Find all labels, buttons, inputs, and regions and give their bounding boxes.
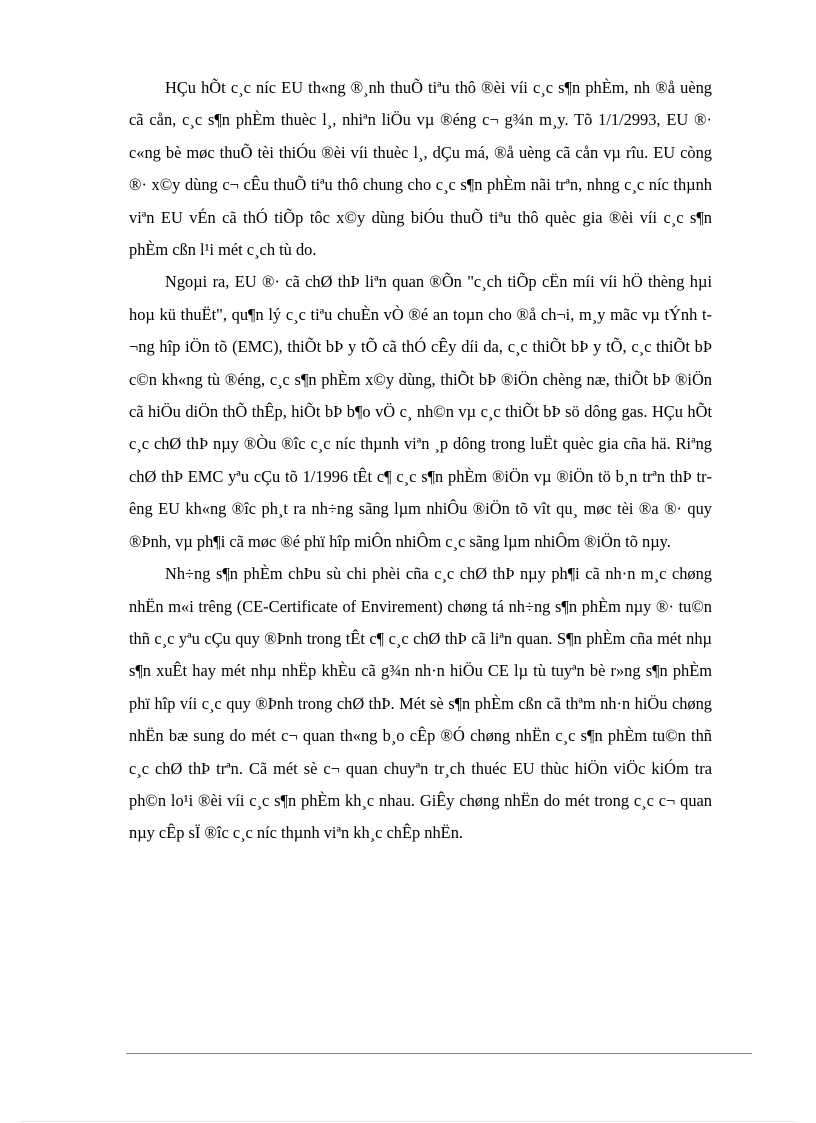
paragraph-2: Ngoµi ra, EU ®· cã chØ thÞ liªn quan ®Õn "c¸ch tiÕp cËn míi víi hÖ thèng hµi hoµ kü thuËt", qu¶n lý c¸c tiªu chuÈn vÒ ®é an toµn cho ®å ch¬i, m¸y mãc vµ tÝnh t¬ng hîp iÖn tõ (EMC), thiÕt bÞ y tÕ cã thÓ cÊy díi da, c¸c thiÕt bÞ y tÕ, c¸c thiÕt bÞ c©n kh«ng tù ®éng, c¸c s¶n phÈm x©y dùng, thiÕt bÞ ®iÖn chèng næ, thiÕt bÞ ®iÖn cã hiÖu diÖn thÕ thÊp, hiÕt bÞ b¶o vÖ c¸ nh©n vµ c¸c thiÕt bÞ sö dông gas. HÇu hÕt c¸c chØ thÞ nµy ®Òu ®îc c¸c níc thµnh viªn ¸p dông trong luËt quèc gia cña hä. Riªng chØ thÞ EMC yªu cÇu tõ 1/1996 tÊt c¶ c¸c s¶n phÈm ®iÖn vµ ®iÖn tö b¸n trªn thÞ trêng EU kh«ng ®îc ph¸t ra nh÷ng sãng lµm nhiÔu ®iÖn tõ vît qu¸ møc tèi ®a ®· quy ®Þnh, vµ ph¶i cã møc ®é phï hîp miÔn nhiÔm c¸c sãng lµm nhiÔm ®iÖn tõ nµy. bbox=[129, 272, 712, 551]
footer-divider bbox=[126, 1053, 752, 1054]
page-edge-divider bbox=[20, 1121, 796, 1122]
body-text bbox=[129, 72, 712, 850]
paragraph-3: Nh÷ng s¶n phÈm chÞu sù chi phèi cña c¸c chØ thÞ nµy ph¶i cã nh·n m¸c chøng nhËn m«i trêng (CE-Certificate of Envirement) chøng tá nh÷ng s¶n phÈm nµy ®· tu©n thñ c¸c yªu cÇu quy ®Þnh trong tÊt c¶ c¸c chØ thÞ cã liªn quan. S¶n phÈm cña mét nhµ s¶n xuÊt hay mét nhµ nhËp khÈu cã g¾n nh·n hiÖu CE lµ tù tuyªn bè r»ng s¶n phÈm phï hîp víi c¸c quy ®Þnh trong chØ thÞ. Mét sè s¶n phÈm cßn cã thªm nh·n hiÖu chøng nhËn bæ sung do mét c¬ quan th«ng b¸o cÊp ®Ó chøng nhËn c¸c s¶n phÈm tu©n thñ c¸c chØ thÞ trªn. Cã mét sè c¬ quan chuyªn tr¸ch thuéc EU thùc hiÖn viÖc kiÓm tra ph©n lo¹i ®èi víi c¸c s¶n phÈm kh¸c nhau. GiÊy chøng nhËn do mét trong c¸c c¬ quan nµy cÊp sÏ ®îc c¸c níc thµnh viªn kh¸c chÊp nhËn. bbox=[129, 564, 712, 843]
paragraph-1: HÇu hÕt c¸c níc EU th«ng ®¸nh thuÕ tiªu thô ®èi víi c¸c s¶n phÈm, nh ®å uèng cã cån, c¸c s¶n phÈm thuèc l¸, nhiªn liÖu vµ ®éng c¬ g¾n m¸y. Tõ 1/1/2993, EU ®· c«ng bè møc thuÕ tèi thiÓu ®èi víi thuèc l¸, dÇu má, ®å uèng cã cån vµ rîu. EU còng ®· x©y dùng c¬ cÊu thuÕ tiªu thô chung cho c¸c s¶n phÈm nãi trªn, nhng c¸c níc thµnh viªn EU vÉn cã thÓ tiÕp tôc x©y dùng biÓu thuÕ tiªu thô quèc gia ®èi víi c¸c s¶n phÈm cßn l¹i mét c¸ch tù do. bbox=[129, 78, 712, 260]
